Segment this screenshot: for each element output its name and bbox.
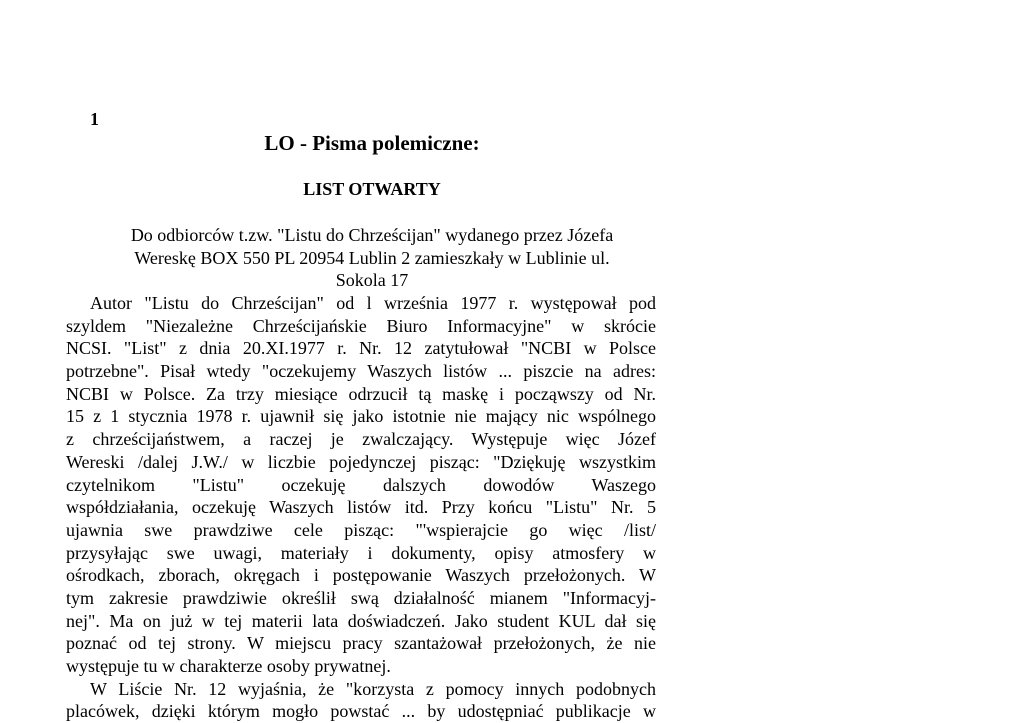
- text-line: Autor "Listu do Chrześcijan" od l września 1977 r. występował pod: [90, 293, 656, 313]
- text-line: tym zakresie prawdziwie określił swą działalność mianem "Informacyj-: [66, 587, 656, 608]
- document-subtitle: LIST OTWARTY: [303, 179, 441, 199]
- body-text: [66, 292, 656, 723]
- text-line: szyldem "Niezależne Chrześcijańskie Biuro Informacyjne" w skrócie: [66, 315, 656, 336]
- paragraph-1: [66, 292, 656, 678]
- text-line: ujawnia swe prawdziwe cele pisząc: "'wspierajcie go więc /list/: [66, 519, 656, 540]
- text-line: NCSI. "List" z dnia 20.XI.1977 r. Nr. 12 zatytułował "NCBI w Polsce: [66, 338, 656, 359]
- text-line: placówek, dzięki którym mogło powstać ... by udostępniać publikacje w: [66, 701, 656, 722]
- text-line: czytelnikom "Listu" oczekuję dalszych dowodów Waszego: [66, 474, 656, 495]
- text-line: przysyłając swe uwagi, materiały i dokumenty, opisy atmosfery w: [66, 542, 656, 563]
- address-line: Sokola 17: [335, 270, 409, 291]
- text-line: 15 z 1 stycznia 1978 r. ujawnił się jako istotnie nie mający nic wspólnego: [66, 406, 656, 427]
- text-line: nej". Ma on już w tej materii lata doświadczeń. Jako student KUL dał się: [66, 610, 656, 631]
- text-line: potrzebne". Pisał wtedy "oczekujemy Waszych listów ... piszcie na adres:: [66, 361, 656, 382]
- page-number: 1: [90, 109, 99, 129]
- text-line: występuje tu w charakterze osoby prywatnej.: [66, 656, 391, 676]
- address-line: Do odbiorców t.zw. "Listu do Chrześcijan" wydanego przez Józefa: [130, 225, 614, 245]
- text-line: współdziałania, oczekuję Waszych listów itd. Przy końcu "Listu" Nr. 5: [66, 497, 656, 518]
- text-line: poznać od tej strony. W miejscu pracy szantażował przełożonych, że nie: [66, 633, 656, 654]
- text-line: W Liście Nr. 12 wyjaśnia, że "korzysta z pomocy innych podobnych: [90, 678, 656, 699]
- text-line: Wereski /dalej J.W./ w liczbie pojedynczej pisząc: "Dziękuję wszystkim: [66, 451, 656, 472]
- paragraph-2: [66, 678, 656, 723]
- address-line: Wereskę BOX 550 PL 20954 Lublin 2 zamieszkały w Lublinie ul.: [134, 247, 610, 268]
- text-line: z chrześcijaństwem, a raczej je zwalczający. Występuje więc Józef: [66, 429, 656, 450]
- document-title: LO - Pisma polemiczne:: [264, 131, 480, 155]
- text-line: NCBI w Polsce. Za trzy miesiące odrzucił tą maskę i począwszy od Nr.: [66, 383, 656, 404]
- address-block: [66, 224, 678, 292]
- text-line: ośrodkach, zborach, okręgach i postępowanie Waszych przełożonych. W: [66, 565, 656, 586]
